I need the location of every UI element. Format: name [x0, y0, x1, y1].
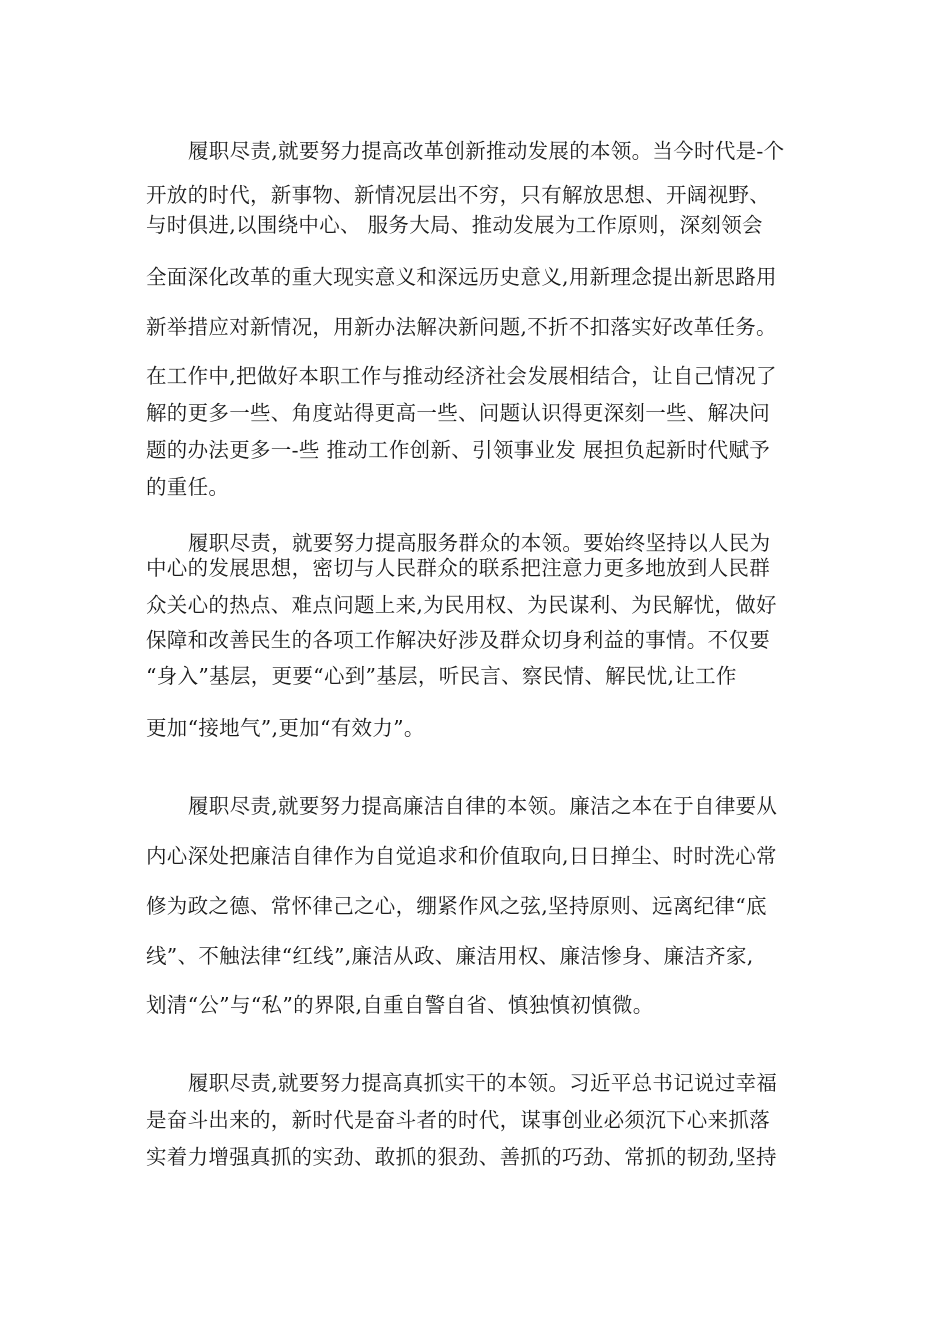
paragraph-1-line-2: 开放的时代，新事物、新情况层出不穷，只有解放思想、开阔视野、 [146, 183, 770, 207]
paragraph-4-line-1: 履职尽责,就要努力提高真抓实干的本领。习近平总书记说过幸福 [188, 1071, 778, 1095]
paragraph-2-line-6: 更加“接地气”,更加“有效力”。 [146, 716, 425, 740]
paragraph-1-line-1: 履职尽责,就要努力提高改革创新推动发展的本领。当今时代是-个 [188, 139, 785, 163]
paragraph-4-line-3: 实着力增强真抓的实劲、敢抓的狠劲、善抓的巧劲、常抓的韧劲,坚持 [146, 1145, 777, 1169]
paragraph-2-line-1: 履职尽责，就要努力提高服务群众的本领。要始终坚持以人民为 [188, 531, 771, 555]
paragraph-1-line-5: 新举措应对新情况，用新办法解决新问题,不折不扣落实好改革任务。 [146, 315, 777, 339]
paragraph-4-line-2: 是奋斗出来的，新时代是奋斗者的时代，谋事创业必须沉下心来抓落 [146, 1108, 770, 1132]
paragraph-3-line-2: 内心深处把廉洁自律作为自觉追求和价值取向,日日掸尘、时时洗心常 [146, 844, 777, 868]
paragraph-3-line-5: 划清“公”与“私”的界限,自重自警自省、慎独慎初慎微。 [146, 993, 654, 1017]
paragraph-1-line-6: 在工作中,把做好本职工作与推动经济社会发展相结合，让自己情况了 [146, 364, 777, 388]
paragraph-1-line-9: 的重任。 [146, 475, 230, 499]
paragraph-1-line-3: 与时俱进,以围绕中心、 服务大局、推动发展为工作原则，深刻领会 [146, 213, 763, 237]
paragraph-3-line-3: 修为政之德、常怀律己之心，绷紧作风之弦,坚持原则、远离纪律“底 [146, 894, 767, 918]
paragraph-3-line-1: 履职尽责,就要努力提高廉洁自律的本领。廉洁之本在于自律要从 [188, 794, 778, 818]
paragraph-2-line-4: 保障和改善民生的各项工作解决好涉及群众切身利益的事情。不仅要 [146, 628, 770, 652]
paragraph-2-line-5: “身入”基层，更要“心到”基层，听民言、察民情、解民忧,让工作 [146, 664, 737, 688]
paragraph-1-line-8: 题的办法更多一-些 推动工作创新、引领事业发 展担负起新时代赋予 [146, 438, 771, 462]
paragraph-1-line-7: 解的更多一些、角度站得更高一些、问题认识得更深刻一些、解决问 [146, 401, 770, 425]
paragraph-1-line-4: 全面深化改革的重大现实意义和深远历史意义,用新理念提出新思路用 [146, 265, 777, 289]
paragraph-2-line-3: 众关心的热点、难点问题上来,为民用权、为民谋利、为民解忧，做好 [146, 593, 777, 617]
paragraph-3-line-4: 线”、不触法律“红线”,廉洁从政、廉洁用权、廉洁惨身、廉洁齐家, [146, 944, 754, 968]
paragraph-2-line-2: 中心的发展思想，密切与人民群众的联系把注意力更多地放到人民群 [146, 556, 770, 580]
